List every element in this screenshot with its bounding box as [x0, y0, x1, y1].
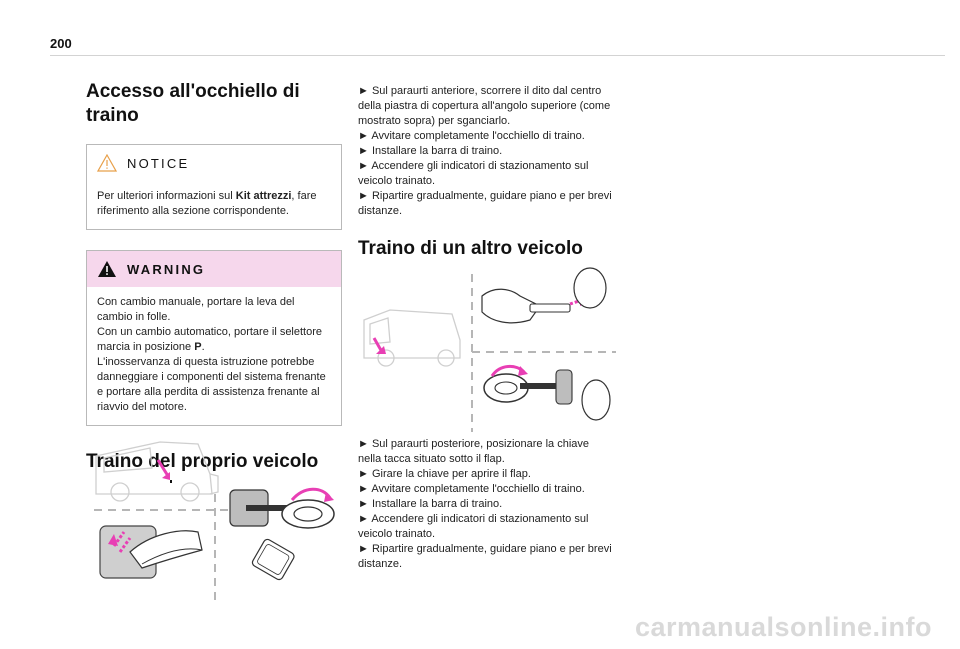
step-top-4: ► Accendere gli indicatori di stazionamento sul veicolo trainato.	[358, 160, 589, 187]
step-bottom-1: ► Sul paraurti posteriore, posizionare la chiave nella tacca situato sotto il flap.	[358, 438, 590, 465]
rear-towing-eye-illustration	[360, 266, 616, 432]
warning-body	[87, 287, 341, 425]
notice-text-bold: Kit attrezzi	[235, 190, 292, 202]
warning-line-3: L'inosservanza di questa istruzione potrebbe danneggiare i componenti del sistema frenante e portare alla perdita di assistenza frenante al riavvio del motore.	[97, 356, 326, 413]
notice-header	[87, 145, 341, 181]
cover-plate-finger	[100, 526, 202, 578]
step-bottom-5: ► Accendere gli indicatori di stazionamento sul veicolo trainato.	[358, 513, 589, 540]
van-front-outline	[96, 442, 218, 501]
warning-label: WARNING	[127, 261, 206, 277]
notice-triangle-icon	[97, 154, 117, 172]
notice-text-before: Per ulteriori informazioni sul	[97, 190, 236, 202]
step-bottom-6: ► Ripartire gradualmente, guidare piano e per brevi distanze.	[358, 543, 612, 570]
warning-header	[87, 251, 341, 287]
page-number: 200	[50, 36, 72, 51]
steps-top-list	[358, 84, 614, 219]
right-column	[358, 84, 614, 261]
key-hand-part	[482, 268, 606, 323]
step-top-5: ► Ripartire gradualmente, guidare piano e per brevi distanze.	[358, 190, 612, 217]
notice-label: NOTICE	[127, 155, 190, 171]
towing-eye-rear-part	[484, 366, 610, 420]
warning-line-2-after: .	[201, 341, 205, 353]
section-title-towing-own-vehicle: Traino del proprio veicolo	[86, 451, 319, 472]
warning-line-2-before: Con un cambio automatico, portare il selettore marcia in posizione	[97, 326, 323, 353]
warning-line-2	[97, 325, 331, 355]
step-top-2: ► Avvitare completamente l'occhiello di traino.	[358, 130, 585, 142]
section-title-towing-eye-access: Accesso all'occhiello di traino	[86, 81, 300, 126]
step-top-3: ► Installare la barra di traino.	[358, 145, 503, 157]
steps-bottom-list	[358, 437, 614, 572]
left-column	[86, 80, 342, 474]
notice-body	[87, 181, 341, 229]
van-rear-outline	[364, 310, 460, 366]
warning-line-2-bold: P	[194, 341, 202, 353]
header-divider	[50, 55, 945, 56]
warning-line-1: Con cambio manuale, portare la leva del cambio in folle.	[97, 296, 295, 323]
section-title-towing-other-vehicle: Traino di un altro veicolo	[358, 238, 583, 259]
step-bottom-4: ► Installare la barra di traino.	[358, 498, 503, 510]
towing-eye-part	[230, 489, 334, 528]
step-top-1: ► Sul paraurti anteriore, scorrere il dito dal centro della piastra di copertura all'angolo superiore (come mostrato sopra) per sganciarlo.	[358, 85, 611, 127]
pointer-arrow-icon	[158, 460, 168, 476]
step-bottom-2: ► Girare la chiave per aprire il flap.	[358, 468, 531, 480]
notice-box	[86, 144, 342, 230]
watermark: carmanualsonline.info	[634, 612, 932, 642]
notice-text-after: , fare riferimento alla sezione corrispondente.	[97, 190, 317, 217]
warning-triangle-icon	[97, 260, 117, 278]
front-towing-eye-illustration	[90, 434, 352, 600]
step-bottom-3: ► Avvitare completamente l'occhiello di traino.	[358, 483, 585, 495]
cover-flap-part	[251, 538, 295, 581]
warning-box	[86, 250, 342, 426]
